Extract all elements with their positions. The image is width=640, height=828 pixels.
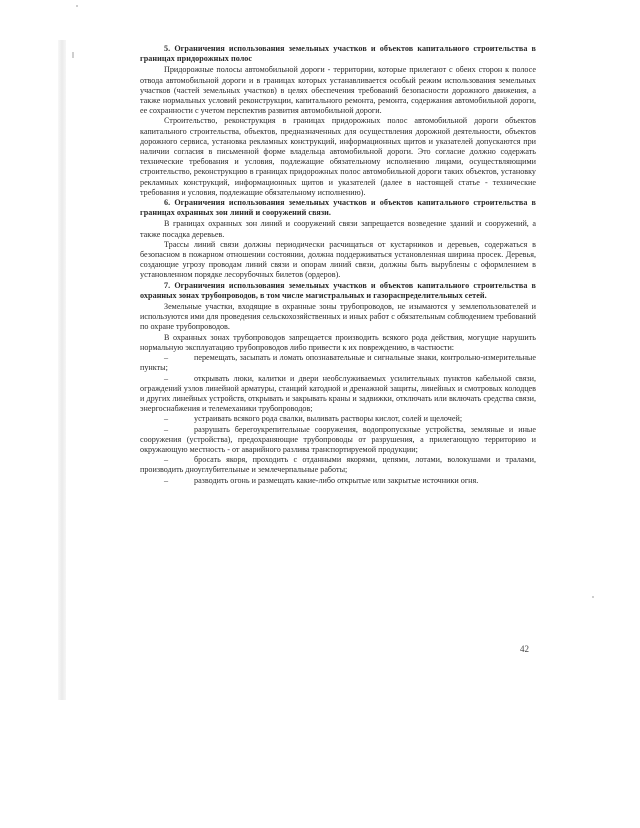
document-page xyxy=(140,44,536,486)
section-5-heading: 5. Ограничения использования земельных участков и объектов капитального строительства в границах придорожных полос xyxy=(140,44,536,64)
section-6-paragraph: Трассы линий связи должны периодически расчищаться от кустарников и деревьев, содержаться в безопасном в пожарном отношении состоянии, должна поддерживаться установленная ширина просек. Деревья, создающие угрозу проводам линий связи и опорам линий связи, должны быть вырублены с оформлением в установленном порядке лесорубочных билетов (ордеров). xyxy=(140,239,536,280)
scan-speck xyxy=(72,52,74,58)
dash-marker: – xyxy=(164,353,169,363)
list-item xyxy=(140,414,536,424)
list-item-text: перемещать, засыпать и ломать опознавательные и сигнальные знаки, контрольно-измерительные пункты; xyxy=(140,353,536,373)
section-5-paragraph: Придорожные полосы автомобильной дороги - территории, которые прилегают с обеих сторон к полосе отвода автомобильной дороги и в границах которых устанавливается особый режим использования земельных участков (частей земельных участков) в целях обеспечения требований безопасности дорожного движения, а также нормальных условий реконструкции, капитального ремонта, ремонта, содержания автомобильной дороги, ее сохранности с учетом перспектив развития автомобильной дороги. xyxy=(140,65,536,116)
list-item-text: открывать люки, калитки и двери необслуживаемых усилительных пунктов кабельной связи, ограждений узлов линейной арматуры, станций катодной и дренажной защиты, линейных и смотровых колодцев и других линейных устройств, открывать и закрывать краны и задвижки, отключать или включать средства связи, энергоснабжения и телемеханики трубопроводов; xyxy=(140,373,536,414)
page-number: 42 xyxy=(520,644,529,654)
list-item-text: бросать якоря, проходить с отданными якорями, цепями, лотами, волокушами и тралами, производить дноуглубительные и землечерпальные работы; xyxy=(140,455,536,475)
dash-marker: – xyxy=(164,373,169,383)
dash-marker: – xyxy=(164,414,169,424)
section-7-paragraph: Земельные участки, входящие в охранные зоны трубопроводов, не изымаются у землепользователей и используются ими для проведения сельскохозяйственных и иных работ с обязательным соблюдением требований по охране трубопроводов. xyxy=(140,302,536,332)
section-6-heading: 6. Ограничения использования земельных участков и объектов капитального строительства в границах охранных зон линий и сооружений связи. xyxy=(140,198,536,218)
list-item xyxy=(140,374,536,415)
section-6-paragraph: В границах охранных зон линий и сооружений связи запрещается возведение зданий и сооружений, а также посадка деревьев. xyxy=(140,219,536,239)
section-7-heading: 7. Ограничения использования земельных участков и объектов капитального строительства в охранных зонах трубопроводов, в том числе магистральных и газораспределительных сетей. xyxy=(140,280,536,300)
dash-marker: – xyxy=(164,475,169,485)
scan-speck xyxy=(76,5,78,7)
list-item-text: устраивать всякого рода свалки, выливать растворы кислот, солей и щелочей; xyxy=(194,414,463,424)
list-item xyxy=(140,455,536,475)
list-item xyxy=(140,476,536,486)
list-item xyxy=(140,353,536,373)
list-item-text: разрушать берегоукрепительные сооружения, водопропускные устройства, земляные и иные сооружения (устройства), предохраняющие трубопроводы от разрушения, а прилегающую территорию и окружающую местность - от аварийного разлива транспортируемой продукции; xyxy=(140,424,536,454)
scan-binding-shadow xyxy=(58,40,66,700)
section-5-paragraph: Строительство, реконструкция в границах придорожных полос автомобильной дороги объектов капитального строительства, объектов, предназначенных для осуществления дорожной деятельности, объектов дорожного сервиса, установка рекламных конструкций, информационных щитов и указателей допускаются при наличии согласия в письменной форме владельца автомобильной дороги. Это согласие должно содержать технические требования и условия, подлежащие обязательному исполнению лицами, осуществляющими строительство, реконструкцию в границах придорожных полос автомобильной дороги таких объектов, установку рекламных конструкций, информационных щитов и указателей (далее в настоящей статье - технические требования и условия, подлежащие обязательному исполнению). xyxy=(140,116,536,197)
list-item-text: разводить огонь и размещать какие-либо открытые или закрытые источники огня. xyxy=(194,475,479,485)
dash-marker: – xyxy=(164,424,169,434)
dash-marker: – xyxy=(164,455,169,465)
scan-speck xyxy=(592,596,594,598)
section-7-paragraph: В охранных зонах трубопроводов запрещается производить всякого рода действия, могущие нарушить нормальную эксплуатацию трубопроводов либо привести к их повреждению, в частности: xyxy=(140,332,536,352)
list-item xyxy=(140,425,536,456)
